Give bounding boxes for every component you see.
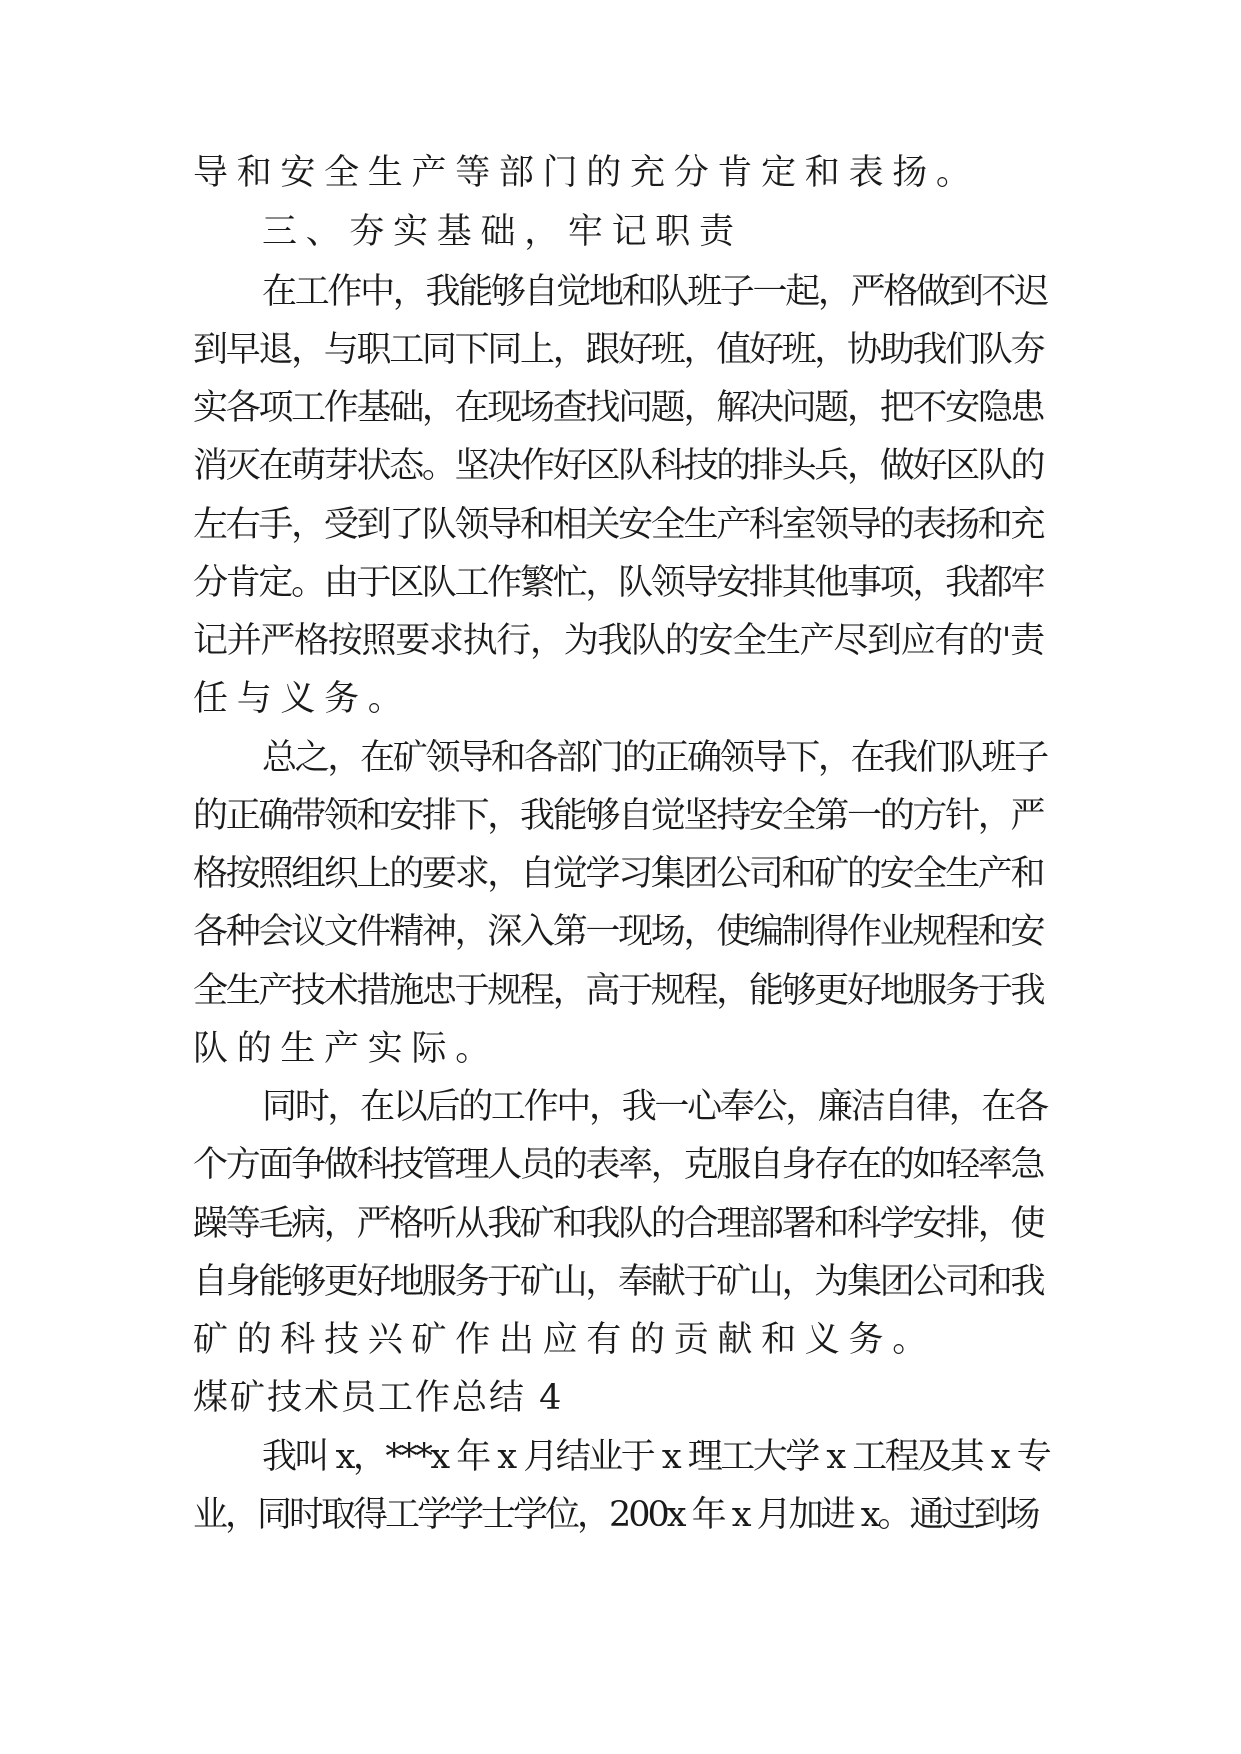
paragraph-line: 左右手，受到了队领导和相关安全生产科室领导的表扬和充 [193, 505, 1044, 545]
paragraph-line: 总之，在矿领导和各部门的正确领导下，在我们队班子 [262, 738, 1047, 778]
paragraph-line: 导和安全生产等部门的充分肯定和表扬。 [193, 153, 980, 193]
paragraph-line: 实各项工作基础，在现场查找问题，解决问题，把不安隐患 [193, 388, 1044, 428]
paragraph-line: 躁等毛病，严格听从我矿和我队的合理部署和科学安排，使 [193, 1204, 1044, 1244]
paragraph-line: 的正确带领和安排下，我能够自觉坚持安全第一的方针，严 [193, 796, 1044, 836]
document-title: 煤矿技术员工作总结 4 [193, 1378, 564, 1418]
section-heading: 三、夯实基础，牢记职责 [262, 212, 743, 252]
paragraph-line: 队的生产实际。 [193, 1029, 499, 1069]
paragraph-line: 矿的科技兴矿作出应有的贡献和义务。 [193, 1320, 936, 1360]
paragraph-line: 自身能够更好地服务于矿山，奉献于矿山，为集团公司和我 [193, 1262, 1044, 1302]
paragraph-line: 同时，在以后的工作中，我一心奉公，廉洁自律，在各 [262, 1087, 1047, 1127]
paragraph-line: 我叫 x，***x 年 x 月结业于 x 理工大学 x 工程及其 x 专 [262, 1437, 1050, 1477]
paragraph-line: 格按照组织上的要求，自觉学习集团公司和矿的安全生产和 [193, 854, 1044, 894]
paragraph-line: 消灭在萌芽状态。坚决作好区队科技的排头兵，做好区队的 [193, 446, 1044, 486]
paragraph-line: 业，同时取得工学学士学位，200x 年 x 月加进 x。通过到场 [193, 1495, 1038, 1535]
paragraph-line: 到早退，与职工同下同上，跟好班，值好班，协助我们队夯 [193, 330, 1044, 370]
paragraph-line: 全生产技术措施忠于规程，高于规程，能够更好地服务于我 [193, 971, 1044, 1011]
paragraph-line: 个方面争做科技管理人员的表率，克服自身存在的如轻率急 [193, 1145, 1044, 1185]
paragraph-line: 在工作中，我能够自觉地和队班子一起，严格做到不迟 [262, 272, 1047, 312]
paragraph-line: 各种会议文件精神，深入第一现场，使编制得作业规程和安 [193, 912, 1044, 952]
paragraph-line: 分肯定。由于区队工作繁忙，队领导安排其他事项，我都牢 [193, 563, 1044, 603]
paragraph-line: 任与义务。 [193, 679, 412, 719]
paragraph-line: 记并严格按照要求执行，为我队的安全生产尽到应有的'责 [193, 621, 1044, 661]
